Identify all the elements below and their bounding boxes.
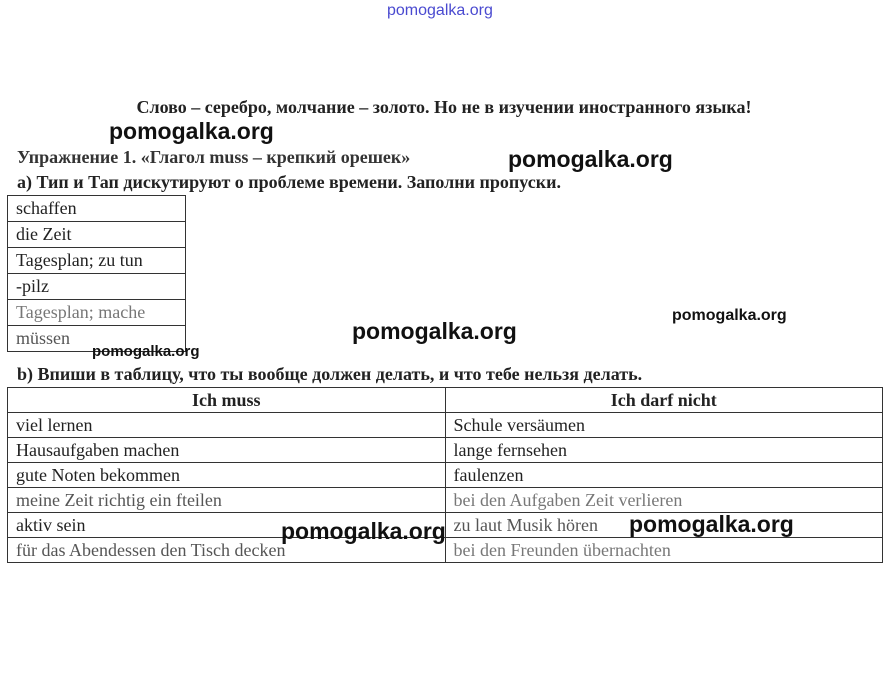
table-row	[8, 488, 883, 513]
watermark: pomogalka.org	[281, 518, 446, 544]
table-cell: faulenzen	[445, 463, 883, 488]
table-cell: aktiv sein	[8, 513, 446, 538]
column-header-must-not: Ich darf nicht	[445, 388, 883, 413]
table-cell: Hausaufgaben machen	[8, 438, 446, 463]
table-row	[8, 300, 186, 326]
proverb-heading: Слово – серебро, молчание – золото. Но не в изучении иностранного языка!	[136, 97, 752, 117]
table-cell: für das Abendessen den Tisch decken	[8, 538, 446, 563]
table-cell: -pilz	[8, 274, 186, 300]
table-cell: lange fernsehen	[445, 438, 883, 463]
table-cell: gute Noten bekommen	[8, 463, 446, 488]
watermark: pomogalka.org	[629, 511, 794, 537]
task-b-instruction: b) Впиши в таблицу, что ты вообще должен делать, и что тебе нельзя делать.	[17, 364, 643, 384]
table-row	[8, 438, 883, 463]
table-cell: zu laut Musik hören	[445, 513, 883, 538]
table-header-row	[8, 388, 883, 413]
table-cell: müssen	[8, 326, 186, 352]
table-cell: bei den Aufgaben Zeit verlieren	[445, 488, 883, 513]
watermark: pomogalka.org	[92, 343, 200, 360]
table-cell: die Zeit	[8, 222, 186, 248]
table-cell: Schule versäumen	[445, 413, 883, 438]
table-cell: Tagesplan; zu tun	[8, 248, 186, 274]
table-row	[8, 274, 186, 300]
table-row	[8, 196, 186, 222]
exercise-title: Упражнение 1. «Глагол muss – крепкий орешек»	[17, 147, 411, 167]
table-row	[8, 413, 883, 438]
column-header-must: Ich muss	[8, 388, 446, 413]
watermark: pomogalka.org	[508, 146, 673, 172]
fill-in-table	[7, 195, 186, 352]
watermark: pomogalka.org	[352, 318, 517, 344]
watermark-top: pomogalka.org	[387, 2, 493, 19]
watermark: pomogalka.org	[672, 307, 787, 324]
watermark: pomogalka.org	[109, 118, 274, 144]
table-cell: meine Zeit richtig ein fteilen	[8, 488, 446, 513]
table-cell: schaffen	[8, 196, 186, 222]
table-cell: viel lernen	[8, 413, 446, 438]
table-row	[8, 222, 186, 248]
table-row	[8, 248, 186, 274]
table-cell: Tagesplan; mache	[8, 300, 186, 326]
task-a-instruction: а) Тип и Тап дискутируют о проблеме времени. Заполни пропуски.	[17, 172, 561, 192]
table-cell: bei den Freunden übernachten	[445, 538, 883, 563]
table-row	[8, 463, 883, 488]
